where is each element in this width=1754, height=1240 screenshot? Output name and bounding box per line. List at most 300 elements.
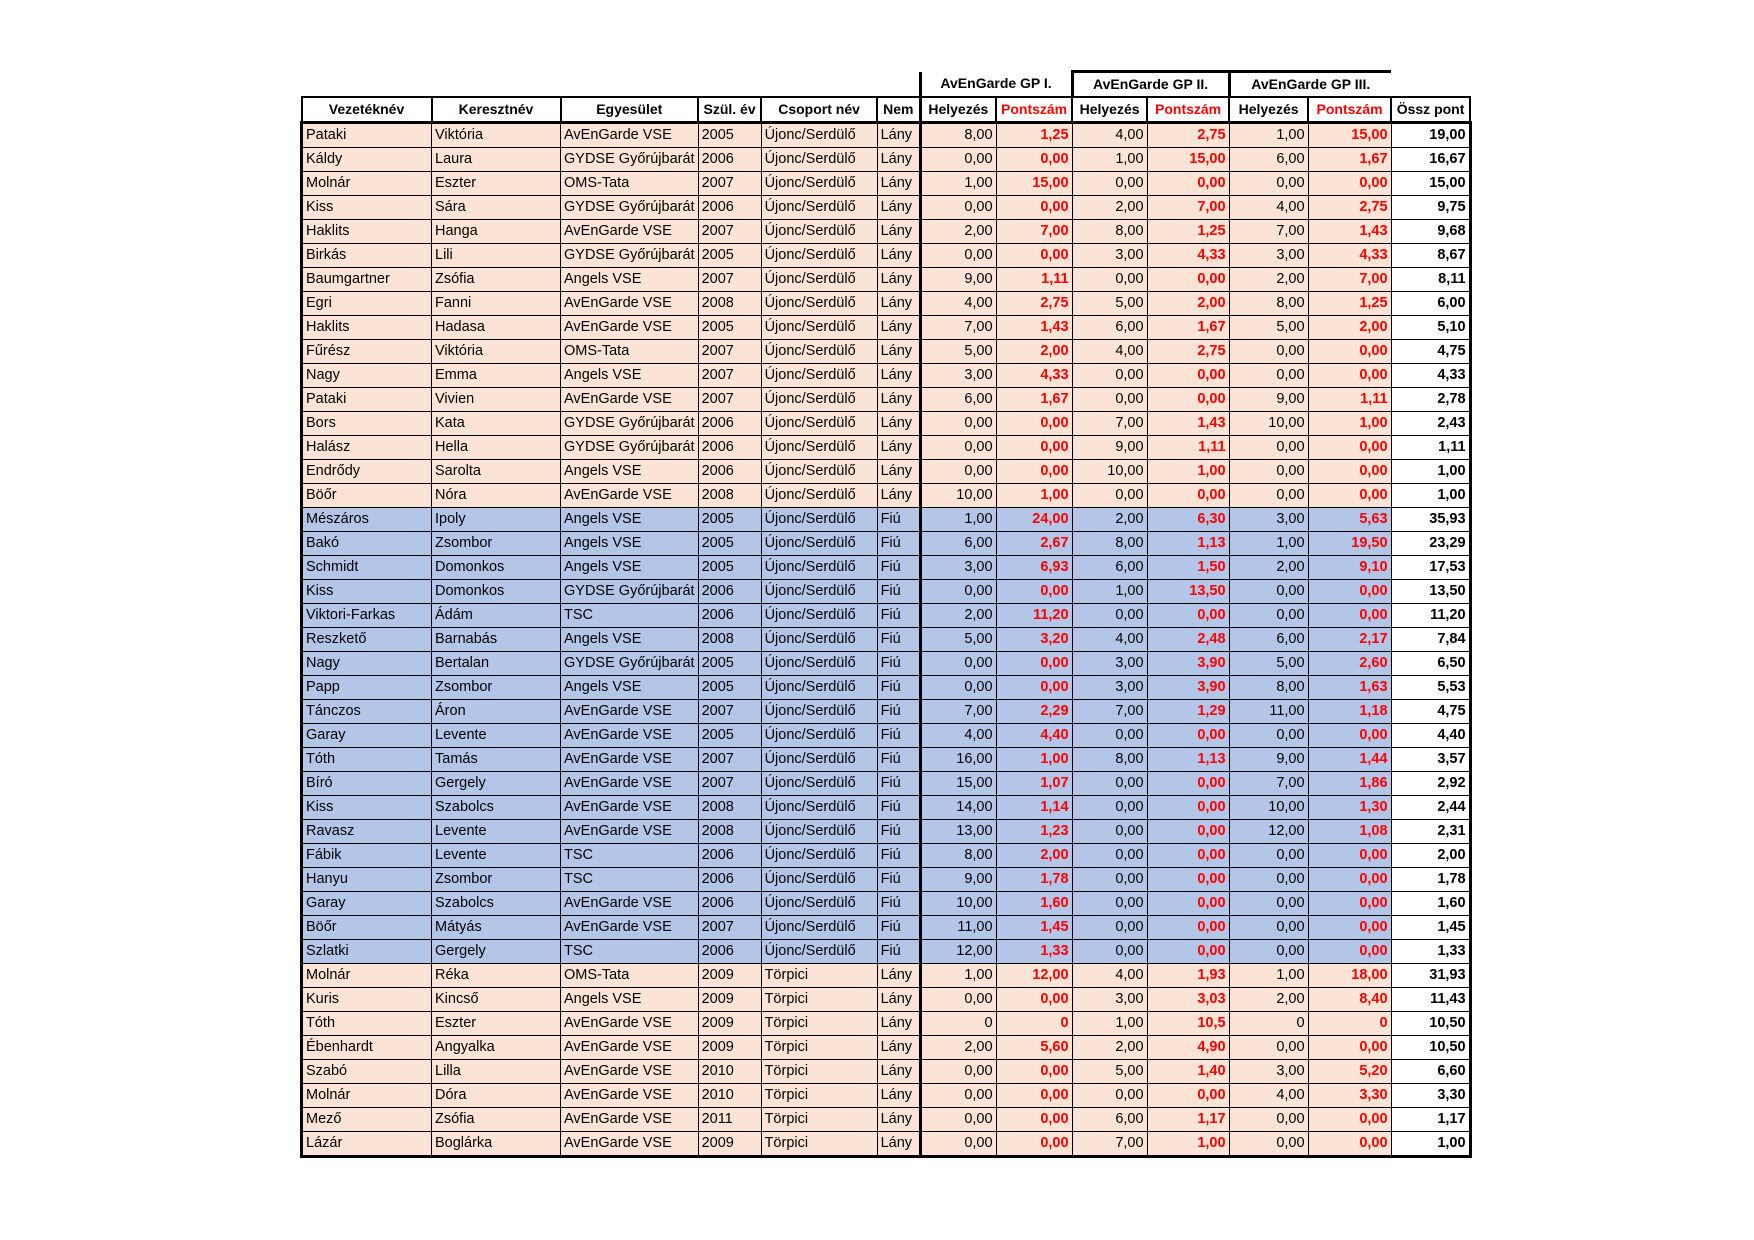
- cell-szul-ev: 2006: [698, 604, 761, 628]
- cell-szul-ev: 2006: [698, 868, 761, 892]
- table-row: [302, 364, 1471, 388]
- cell-gp2-pontszam: 1,00: [1147, 460, 1229, 484]
- cell-gp3-pontszam: 3,30: [1308, 1084, 1391, 1108]
- cell-keresztnev: Eszter: [432, 172, 561, 196]
- cell-gp2-helyezes: 6,00: [1072, 556, 1147, 580]
- cell-gp1-pontszam: 1,23: [996, 820, 1072, 844]
- cell-gp2-pontszam: 0,00: [1147, 892, 1229, 916]
- cell-vezeteknev: Böőr: [302, 484, 432, 508]
- cell-egyesulet: TSC: [561, 868, 699, 892]
- cell-vezeteknev: Schmidt: [302, 556, 432, 580]
- cell-egyesulet: GYDSE Győrújbarát: [561, 436, 699, 460]
- cell-keresztnev: Dóra: [432, 1084, 561, 1108]
- cell-csoport-nev: Újonc/Serdülő: [761, 556, 877, 580]
- cell-gp1-helyezes: 0,00: [920, 412, 996, 436]
- cell-ossz-pont: 1,45: [1391, 916, 1470, 940]
- cell-gp2-helyezes: 9,00: [1072, 436, 1147, 460]
- cell-gp2-helyezes: 0,00: [1072, 388, 1147, 412]
- cell-nem: Lány: [877, 1012, 920, 1036]
- cell-gp3-pontszam: 0,00: [1308, 460, 1391, 484]
- table-row: [302, 532, 1471, 556]
- cell-csoport-nev: Újonc/Serdülő: [761, 340, 877, 364]
- cell-keresztnev: Viktória: [432, 123, 561, 148]
- cell-gp3-helyezes: 0,00: [1229, 460, 1308, 484]
- cell-ossz-pont: 31,93: [1391, 964, 1470, 988]
- cell-gp2-pontszam: 0,00: [1147, 796, 1229, 820]
- cell-csoport-nev: Újonc/Serdülő: [761, 772, 877, 796]
- cell-gp1-helyezes: 0,00: [920, 1132, 996, 1157]
- table-row: [302, 244, 1471, 268]
- cell-gp1-helyezes: 0,00: [920, 1108, 996, 1132]
- cell-gp1-helyezes: 0,00: [920, 196, 996, 220]
- cell-gp1-helyezes: 5,00: [920, 340, 996, 364]
- cell-gp2-helyezes: 0,00: [1072, 892, 1147, 916]
- table-row: [302, 388, 1471, 412]
- cell-csoport-nev: Újonc/Serdülő: [761, 628, 877, 652]
- cell-gp2-pontszam: 1,11: [1147, 436, 1229, 460]
- cell-egyesulet: Angels VSE: [561, 676, 699, 700]
- cell-egyesulet: Angels VSE: [561, 268, 699, 292]
- cell-nem: Lány: [877, 340, 920, 364]
- cell-gp1-helyezes: 14,00: [920, 796, 996, 820]
- cell-nem: Lány: [877, 268, 920, 292]
- cell-gp1-pontszam: 0,00: [996, 580, 1072, 604]
- cell-gp3-helyezes: 0,00: [1229, 436, 1308, 460]
- cell-szul-ev: 2006: [698, 940, 761, 964]
- cell-szul-ev: 2007: [698, 916, 761, 940]
- cell-gp1-helyezes: 1,00: [920, 964, 996, 988]
- cell-egyesulet: TSC: [561, 844, 699, 868]
- cell-szul-ev: 2006: [698, 148, 761, 172]
- cell-szul-ev: 2005: [698, 652, 761, 676]
- cell-gp1-helyezes: 16,00: [920, 748, 996, 772]
- cell-csoport-nev: Újonc/Serdülő: [761, 220, 877, 244]
- cell-gp1-pontszam: 2,67: [996, 532, 1072, 556]
- cell-csoport-nev: Törpici: [761, 964, 877, 988]
- cell-gp3-helyezes: 9,00: [1229, 748, 1308, 772]
- cell-ossz-pont: 9,68: [1391, 220, 1470, 244]
- cell-gp2-helyezes: 3,00: [1072, 244, 1147, 268]
- cell-keresztnev: Kata: [432, 412, 561, 436]
- cell-gp3-pontszam: 5,20: [1308, 1060, 1391, 1084]
- cell-gp2-helyezes: 7,00: [1072, 700, 1147, 724]
- cell-csoport-nev: Újonc/Serdülő: [761, 196, 877, 220]
- cell-gp1-helyezes: 0: [920, 1012, 996, 1036]
- col-gp3-helyezes: Helyezés: [1229, 97, 1308, 123]
- cell-keresztnev: Ipoly: [432, 508, 561, 532]
- cell-gp1-helyezes: 5,00: [920, 628, 996, 652]
- table-row: [302, 868, 1471, 892]
- cell-ossz-pont: 1,00: [1391, 484, 1470, 508]
- cell-gp1-helyezes: 6,00: [920, 532, 996, 556]
- cell-gp1-pontszam: 1,33: [996, 940, 1072, 964]
- col-ossz-pont: Össz pont: [1391, 97, 1470, 123]
- cell-ossz-pont: 17,53: [1391, 556, 1470, 580]
- cell-gp2-pontszam: 2,48: [1147, 628, 1229, 652]
- cell-gp1-helyezes: 0,00: [920, 148, 996, 172]
- cell-csoport-nev: Újonc/Serdülő: [761, 268, 877, 292]
- cell-gp2-pontszam: 0,00: [1147, 772, 1229, 796]
- cell-gp2-helyezes: 2,00: [1072, 508, 1147, 532]
- cell-gp3-helyezes: 1,00: [1229, 532, 1308, 556]
- cell-egyesulet: Angels VSE: [561, 628, 699, 652]
- cell-gp3-helyezes: 0,00: [1229, 1036, 1308, 1060]
- cell-gp2-pontszam: 1,40: [1147, 1060, 1229, 1084]
- cell-egyesulet: OMS-Tata: [561, 964, 699, 988]
- cell-ossz-pont: 4,40: [1391, 724, 1470, 748]
- cell-ossz-pont: 5,53: [1391, 676, 1470, 700]
- cell-nem: Fiú: [877, 700, 920, 724]
- cell-egyesulet: AvEnGarde VSE: [561, 1132, 699, 1157]
- cell-csoport-nev: Újonc/Serdülő: [761, 148, 877, 172]
- cell-egyesulet: AvEnGarde VSE: [561, 123, 699, 148]
- cell-vezeteknev: Papp: [302, 676, 432, 700]
- cell-szul-ev: 2007: [698, 388, 761, 412]
- cell-gp1-helyezes: 8,00: [920, 844, 996, 868]
- cell-egyesulet: AvEnGarde VSE: [561, 388, 699, 412]
- cell-nem: Fiú: [877, 508, 920, 532]
- cell-vezeteknev: Hanyu: [302, 868, 432, 892]
- cell-gp1-pontszam: 7,00: [996, 220, 1072, 244]
- cell-gp2-helyezes: 4,00: [1072, 123, 1147, 148]
- cell-egyesulet: AvEnGarde VSE: [561, 916, 699, 940]
- cell-gp2-helyezes: 0,00: [1072, 820, 1147, 844]
- cell-csoport-nev: Újonc/Serdülő: [761, 364, 877, 388]
- cell-nem: Lány: [877, 1060, 920, 1084]
- cell-gp2-pontszam: 2,00: [1147, 292, 1229, 316]
- cell-csoport-nev: Újonc/Serdülő: [761, 292, 877, 316]
- cell-vezeteknev: Viktori-Farkas: [302, 604, 432, 628]
- group-gp2: AvEnGarde GP II.: [1072, 72, 1229, 98]
- results-sheet: [300, 70, 1472, 1158]
- cell-vezeteknev: Birkás: [302, 244, 432, 268]
- cell-szul-ev: 2008: [698, 796, 761, 820]
- cell-szul-ev: 2007: [698, 364, 761, 388]
- cell-keresztnev: Vivien: [432, 388, 561, 412]
- cell-nem: Fiú: [877, 796, 920, 820]
- cell-ossz-pont: 11,20: [1391, 604, 1470, 628]
- col-gp2-helyezes: Helyezés: [1072, 97, 1147, 123]
- cell-ossz-pont: 2,44: [1391, 796, 1470, 820]
- table-row: [302, 172, 1471, 196]
- cell-gp2-helyezes: 6,00: [1072, 316, 1147, 340]
- cell-szul-ev: 2005: [698, 724, 761, 748]
- cell-egyesulet: AvEnGarde VSE: [561, 1108, 699, 1132]
- cell-gp2-pontszam: 0,00: [1147, 388, 1229, 412]
- cell-gp3-helyezes: 9,00: [1229, 388, 1308, 412]
- table-row: [302, 724, 1471, 748]
- table-row: [302, 436, 1471, 460]
- cell-szul-ev: 2005: [698, 244, 761, 268]
- cell-nem: Fiú: [877, 916, 920, 940]
- cell-gp1-pontszam: 0,00: [996, 244, 1072, 268]
- table-row: [302, 556, 1471, 580]
- group-gp3: AvEnGarde GP III.: [1229, 72, 1391, 98]
- cell-szul-ev: 2011: [698, 1108, 761, 1132]
- cell-gp3-helyezes: 3,00: [1229, 244, 1308, 268]
- table-row: [302, 508, 1471, 532]
- cell-gp3-pontszam: 2,17: [1308, 628, 1391, 652]
- cell-gp1-helyezes: 0,00: [920, 460, 996, 484]
- cell-gp1-pontszam: 0,00: [996, 652, 1072, 676]
- cell-gp1-helyezes: 8,00: [920, 123, 996, 148]
- cell-gp2-helyezes: 10,00: [1072, 460, 1147, 484]
- cell-keresztnev: Hadasa: [432, 316, 561, 340]
- cell-gp2-helyezes: 0,00: [1072, 172, 1147, 196]
- cell-gp2-pontszam: 0,00: [1147, 724, 1229, 748]
- cell-gp3-helyezes: 0,00: [1229, 364, 1308, 388]
- table-row: [302, 652, 1471, 676]
- cell-gp2-helyezes: 4,00: [1072, 964, 1147, 988]
- cell-gp2-helyezes: 3,00: [1072, 652, 1147, 676]
- cell-gp1-pontszam: 0,00: [996, 1084, 1072, 1108]
- cell-nem: Lány: [877, 172, 920, 196]
- table-row: [302, 892, 1471, 916]
- cell-nem: Fiú: [877, 628, 920, 652]
- cell-egyesulet: AvEnGarde VSE: [561, 820, 699, 844]
- cell-gp2-helyezes: 0,00: [1072, 844, 1147, 868]
- cell-gp2-pontszam: 1,29: [1147, 700, 1229, 724]
- cell-nem: Fiú: [877, 820, 920, 844]
- cell-egyesulet: AvEnGarde VSE: [561, 484, 699, 508]
- cell-gp2-pontszam: 0,00: [1147, 172, 1229, 196]
- cell-gp3-helyezes: 10,00: [1229, 412, 1308, 436]
- cell-ossz-pont: 1,60: [1391, 892, 1470, 916]
- cell-szul-ev: 2006: [698, 844, 761, 868]
- cell-gp1-pontszam: 4,40: [996, 724, 1072, 748]
- cell-gp1-helyezes: 3,00: [920, 364, 996, 388]
- cell-ossz-pont: 4,33: [1391, 364, 1470, 388]
- table-row: [302, 820, 1471, 844]
- cell-ossz-pont: 15,00: [1391, 172, 1470, 196]
- table-row: [302, 1012, 1471, 1036]
- table-row: [302, 628, 1471, 652]
- cell-nem: Fiú: [877, 748, 920, 772]
- cell-ossz-pont: 8,11: [1391, 268, 1470, 292]
- cell-gp3-pontszam: 0,00: [1308, 604, 1391, 628]
- cell-nem: Lány: [877, 292, 920, 316]
- cell-egyesulet: AvEnGarde VSE: [561, 1084, 699, 1108]
- cell-csoport-nev: Újonc/Serdülő: [761, 676, 877, 700]
- cell-gp3-helyezes: 8,00: [1229, 292, 1308, 316]
- cell-szul-ev: 2007: [698, 268, 761, 292]
- cell-csoport-nev: Újonc/Serdülő: [761, 508, 877, 532]
- cell-gp3-pontszam: 4,33: [1308, 244, 1391, 268]
- cell-gp1-helyezes: 0,00: [920, 580, 996, 604]
- cell-keresztnev: Zsombor: [432, 868, 561, 892]
- cell-csoport-nev: Újonc/Serdülő: [761, 796, 877, 820]
- cell-gp1-pontszam: 6,93: [996, 556, 1072, 580]
- cell-gp3-pontszam: 0,00: [1308, 1036, 1391, 1060]
- cell-gp3-pontszam: 5,63: [1308, 508, 1391, 532]
- col-gp1-pontszam: Pontszám: [996, 97, 1072, 123]
- cell-csoport-nev: Újonc/Serdülő: [761, 412, 877, 436]
- cell-gp1-pontszam: 0,00: [996, 1060, 1072, 1084]
- cell-csoport-nev: Újonc/Serdülő: [761, 940, 877, 964]
- cell-nem: Lány: [877, 148, 920, 172]
- cell-gp2-pontszam: 1,93: [1147, 964, 1229, 988]
- cell-vezeteknev: Molnár: [302, 1084, 432, 1108]
- cell-gp1-pontszam: 2,75: [996, 292, 1072, 316]
- cell-nem: Lány: [877, 196, 920, 220]
- cell-nem: Lány: [877, 1132, 920, 1157]
- cell-nem: Lány: [877, 364, 920, 388]
- cell-vezeteknev: Tánczos: [302, 700, 432, 724]
- cell-gp1-pontszam: 1,00: [996, 484, 1072, 508]
- cell-nem: Lány: [877, 316, 920, 340]
- cell-gp3-pontszam: 0,00: [1308, 580, 1391, 604]
- cell-nem: Lány: [877, 123, 920, 148]
- cell-szul-ev: 2006: [698, 892, 761, 916]
- cell-szul-ev: 2006: [698, 580, 761, 604]
- cell-gp1-pontszam: 0: [996, 1012, 1072, 1036]
- cell-szul-ev: 2007: [698, 700, 761, 724]
- cell-vezeteknev: Nagy: [302, 364, 432, 388]
- cell-egyesulet: TSC: [561, 604, 699, 628]
- cell-gp3-helyezes: 6,00: [1229, 628, 1308, 652]
- cell-keresztnev: Tamás: [432, 748, 561, 772]
- cell-gp3-helyezes: 1,00: [1229, 964, 1308, 988]
- cell-vezeteknev: Szlatki: [302, 940, 432, 964]
- cell-nem: Lány: [877, 988, 920, 1012]
- cell-gp2-pontszam: 1,13: [1147, 748, 1229, 772]
- cell-ossz-pont: 5,10: [1391, 316, 1470, 340]
- cell-gp1-helyezes: 1,00: [920, 172, 996, 196]
- cell-gp3-helyezes: 0,00: [1229, 724, 1308, 748]
- cell-gp1-helyezes: 3,00: [920, 556, 996, 580]
- cell-gp2-pontszam: 10,5: [1147, 1012, 1229, 1036]
- cell-keresztnev: Áron: [432, 700, 561, 724]
- cell-gp2-helyezes: 0,00: [1072, 268, 1147, 292]
- cell-vezeteknev: Baumgartner: [302, 268, 432, 292]
- cell-szul-ev: 2008: [698, 292, 761, 316]
- cell-vezeteknev: Reszkető: [302, 628, 432, 652]
- table-row: [302, 988, 1471, 1012]
- cell-gp3-pontszam: 1,67: [1308, 148, 1391, 172]
- cell-gp2-helyezes: 0,00: [1072, 772, 1147, 796]
- cell-gp1-pontszam: 0,00: [996, 412, 1072, 436]
- cell-egyesulet: AvEnGarde VSE: [561, 748, 699, 772]
- cell-gp3-pontszam: 18,00: [1308, 964, 1391, 988]
- cell-szul-ev: 2009: [698, 988, 761, 1012]
- cell-ossz-pont: 7,84: [1391, 628, 1470, 652]
- cell-gp1-pontszam: 1,43: [996, 316, 1072, 340]
- cell-gp1-helyezes: 2,00: [920, 1036, 996, 1060]
- table-row: [302, 316, 1471, 340]
- cell-szul-ev: 2008: [698, 484, 761, 508]
- cell-gp2-helyezes: 1,00: [1072, 148, 1147, 172]
- cell-vezeteknev: Kiss: [302, 580, 432, 604]
- cell-gp1-pontszam: 2,00: [996, 844, 1072, 868]
- cell-keresztnev: Barnabás: [432, 628, 561, 652]
- cell-gp1-helyezes: 0,00: [920, 988, 996, 1012]
- table-row: [302, 340, 1471, 364]
- cell-csoport-nev: Újonc/Serdülő: [761, 700, 877, 724]
- cell-vezeteknev: Lázár: [302, 1132, 432, 1157]
- cell-vezeteknev: Fábik: [302, 844, 432, 868]
- cell-keresztnev: Emma: [432, 364, 561, 388]
- cell-gp1-pontszam: 5,60: [996, 1036, 1072, 1060]
- cell-gp1-helyezes: 13,00: [920, 820, 996, 844]
- table-row: [302, 460, 1471, 484]
- cell-gp2-pontszam: 13,50: [1147, 580, 1229, 604]
- cell-egyesulet: AvEnGarde VSE: [561, 700, 699, 724]
- col-gp3-pontszam: Pontszám: [1308, 97, 1391, 123]
- cell-gp3-pontszam: 0,00: [1308, 436, 1391, 460]
- cell-ossz-pont: 1,11: [1391, 436, 1470, 460]
- group-header-row: [302, 72, 1471, 98]
- cell-gp3-helyezes: 0,00: [1229, 1132, 1308, 1157]
- cell-gp2-helyezes: 0,00: [1072, 724, 1147, 748]
- cell-gp2-pontszam: 1,13: [1147, 532, 1229, 556]
- cell-ossz-pont: 1,17: [1391, 1108, 1470, 1132]
- cell-nem: Lány: [877, 484, 920, 508]
- table-row: [302, 772, 1471, 796]
- cell-gp1-helyezes: 4,00: [920, 724, 996, 748]
- cell-gp2-helyezes: 7,00: [1072, 1132, 1147, 1157]
- cell-egyesulet: Angels VSE: [561, 532, 699, 556]
- cell-csoport-nev: Újonc/Serdülő: [761, 580, 877, 604]
- cell-nem: Lány: [877, 964, 920, 988]
- cell-ossz-pont: 6,60: [1391, 1060, 1470, 1084]
- cell-vezeteknev: Bors: [302, 412, 432, 436]
- cell-ossz-pont: 23,29: [1391, 532, 1470, 556]
- cell-csoport-nev: Törpici: [761, 1012, 877, 1036]
- cell-vezeteknev: Garay: [302, 892, 432, 916]
- cell-gp3-pontszam: 0,00: [1308, 724, 1391, 748]
- cell-gp2-pontszam: 2,75: [1147, 340, 1229, 364]
- table-row: [302, 268, 1471, 292]
- col-szul-ev: Szül. év: [698, 97, 761, 123]
- cell-gp3-pontszam: 0,00: [1308, 172, 1391, 196]
- table-row: [302, 940, 1471, 964]
- cell-vezeteknev: Haklits: [302, 220, 432, 244]
- cell-nem: Lány: [877, 220, 920, 244]
- cell-nem: Fiú: [877, 844, 920, 868]
- cell-szul-ev: 2009: [698, 1132, 761, 1157]
- cell-gp2-helyezes: 1,00: [1072, 580, 1147, 604]
- cell-keresztnev: Zsófia: [432, 1108, 561, 1132]
- cell-gp1-helyezes: 9,00: [920, 268, 996, 292]
- cell-egyesulet: GYDSE Győrújbarát: [561, 652, 699, 676]
- cell-keresztnev: Bertalan: [432, 652, 561, 676]
- cell-gp3-pontszam: 0,00: [1308, 1132, 1391, 1157]
- cell-gp2-pontszam: 1,67: [1147, 316, 1229, 340]
- cell-szul-ev: 2008: [698, 820, 761, 844]
- cell-szul-ev: 2005: [698, 532, 761, 556]
- cell-gp3-pontszam: 2,60: [1308, 652, 1391, 676]
- cell-csoport-nev: Újonc/Serdülő: [761, 460, 877, 484]
- cell-gp2-helyezes: 0,00: [1072, 1084, 1147, 1108]
- cell-gp2-pontszam: 0,00: [1147, 868, 1229, 892]
- cell-egyesulet: GYDSE Győrújbarát: [561, 412, 699, 436]
- cell-gp2-helyezes: 3,00: [1072, 676, 1147, 700]
- cell-gp2-pontszam: 0,00: [1147, 604, 1229, 628]
- cell-gp3-helyezes: 7,00: [1229, 220, 1308, 244]
- cell-gp3-pontszam: 1,25: [1308, 292, 1391, 316]
- cell-nem: Fiú: [877, 604, 920, 628]
- cell-ossz-pont: 10,50: [1391, 1012, 1470, 1036]
- cell-gp2-helyezes: 2,00: [1072, 1036, 1147, 1060]
- cell-nem: Lány: [877, 1036, 920, 1060]
- cell-gp1-pontszam: 1,00: [996, 748, 1072, 772]
- column-header-row: [302, 97, 1471, 123]
- cell-szul-ev: 2005: [698, 316, 761, 340]
- cell-gp1-helyezes: 15,00: [920, 772, 996, 796]
- cell-ossz-pont: 11,43: [1391, 988, 1470, 1012]
- cell-gp2-helyezes: 8,00: [1072, 532, 1147, 556]
- cell-szul-ev: 2008: [698, 628, 761, 652]
